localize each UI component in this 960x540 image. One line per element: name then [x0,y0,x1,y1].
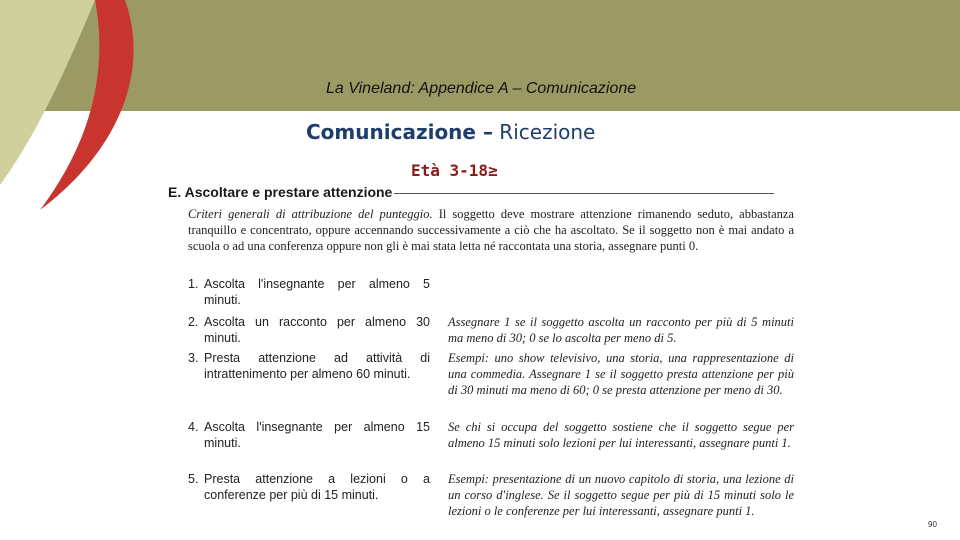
subtitle-domain: Comunicazione – [306,120,493,144]
list-item-5 [188,471,430,503]
item-note-4: Se chi si occupa del soggetto sostiene che il soggetto segue per almeno 15 minuti solo lezioni per lui interessanti, assegnare punti 1. [448,420,794,450]
item-number: 2. [188,315,199,329]
item-text: Ascolta l'insegnante per almeno 15 minuti. [204,420,430,450]
scoring-criteria [188,206,794,254]
age-range: Età 3-18≥ [411,161,498,180]
criteria-lead: Criteri generali di attribuzione del punteggio. [188,207,433,221]
item-text: Ascolta un racconto per almeno 30 minuti. [204,315,430,345]
item-note-5: Esempi: presentazione di un nuovo capitolo di storia, una lezione di un corso d'inglese. Se il soggetto segue per più di 15 minuti solo le lezioni o le conferenze per lui interessanti, assegnare punti 1. [448,472,794,518]
subtitle-subdomain: Ricezione [492,120,596,144]
item-number: 5. [188,472,199,486]
slide-title: La Vineland: Appendice A – Comunicazione [326,80,637,97]
section-heading [168,184,774,200]
section-heading-text: E. Ascoltare e prestare attenzione [168,184,393,200]
page-number: 90 [928,520,937,529]
item-text: Presta attenzione a lezioni o a conferenze per più di 15 minuti. [204,472,430,502]
item-number: 4. [188,420,199,434]
item-number: 1. [188,277,199,291]
criteria-text: Il soggetto deve mostrare attenzione rimanendo seduto, abbastanza tranquillo e concentrato, oppure accennando successivamente a ciò che ha ascoltato. Se il soggetto non è mai andato a scuola o ad una conferenza oppure non gli è mai stata letta né raccontata una storia, assegnare punti 0. [188,207,794,253]
heading-rule [394,193,774,194]
list-item-4 [188,419,430,451]
list-item-3 [188,350,430,382]
list-item-2 [188,314,430,346]
decorative-swoosh [0,0,180,240]
item-text: Presta attenzione ad attività di intrattenimento per almeno 60 minuti. [204,351,430,381]
item-note-2: Assegnare 1 se il soggetto ascolta un racconto per più di 5 minuti ma meno di 30; 0 se lo ascolta per meno di 5. [448,315,794,345]
item-text: Ascolta l'insegnante per almeno 5 minuti. [204,277,430,307]
item-number: 3. [188,351,199,365]
section-subtitle [306,120,595,144]
list-item-1 [188,276,430,308]
item-note-3: Esempi: uno show televisivo, una storia, una rappresentazione di una commedia. Assegnare 1 se il soggetto presta attenzione per più di 30 minuti ma meno di 60; 0 se presta attenzione per meno di 30. [448,351,794,397]
